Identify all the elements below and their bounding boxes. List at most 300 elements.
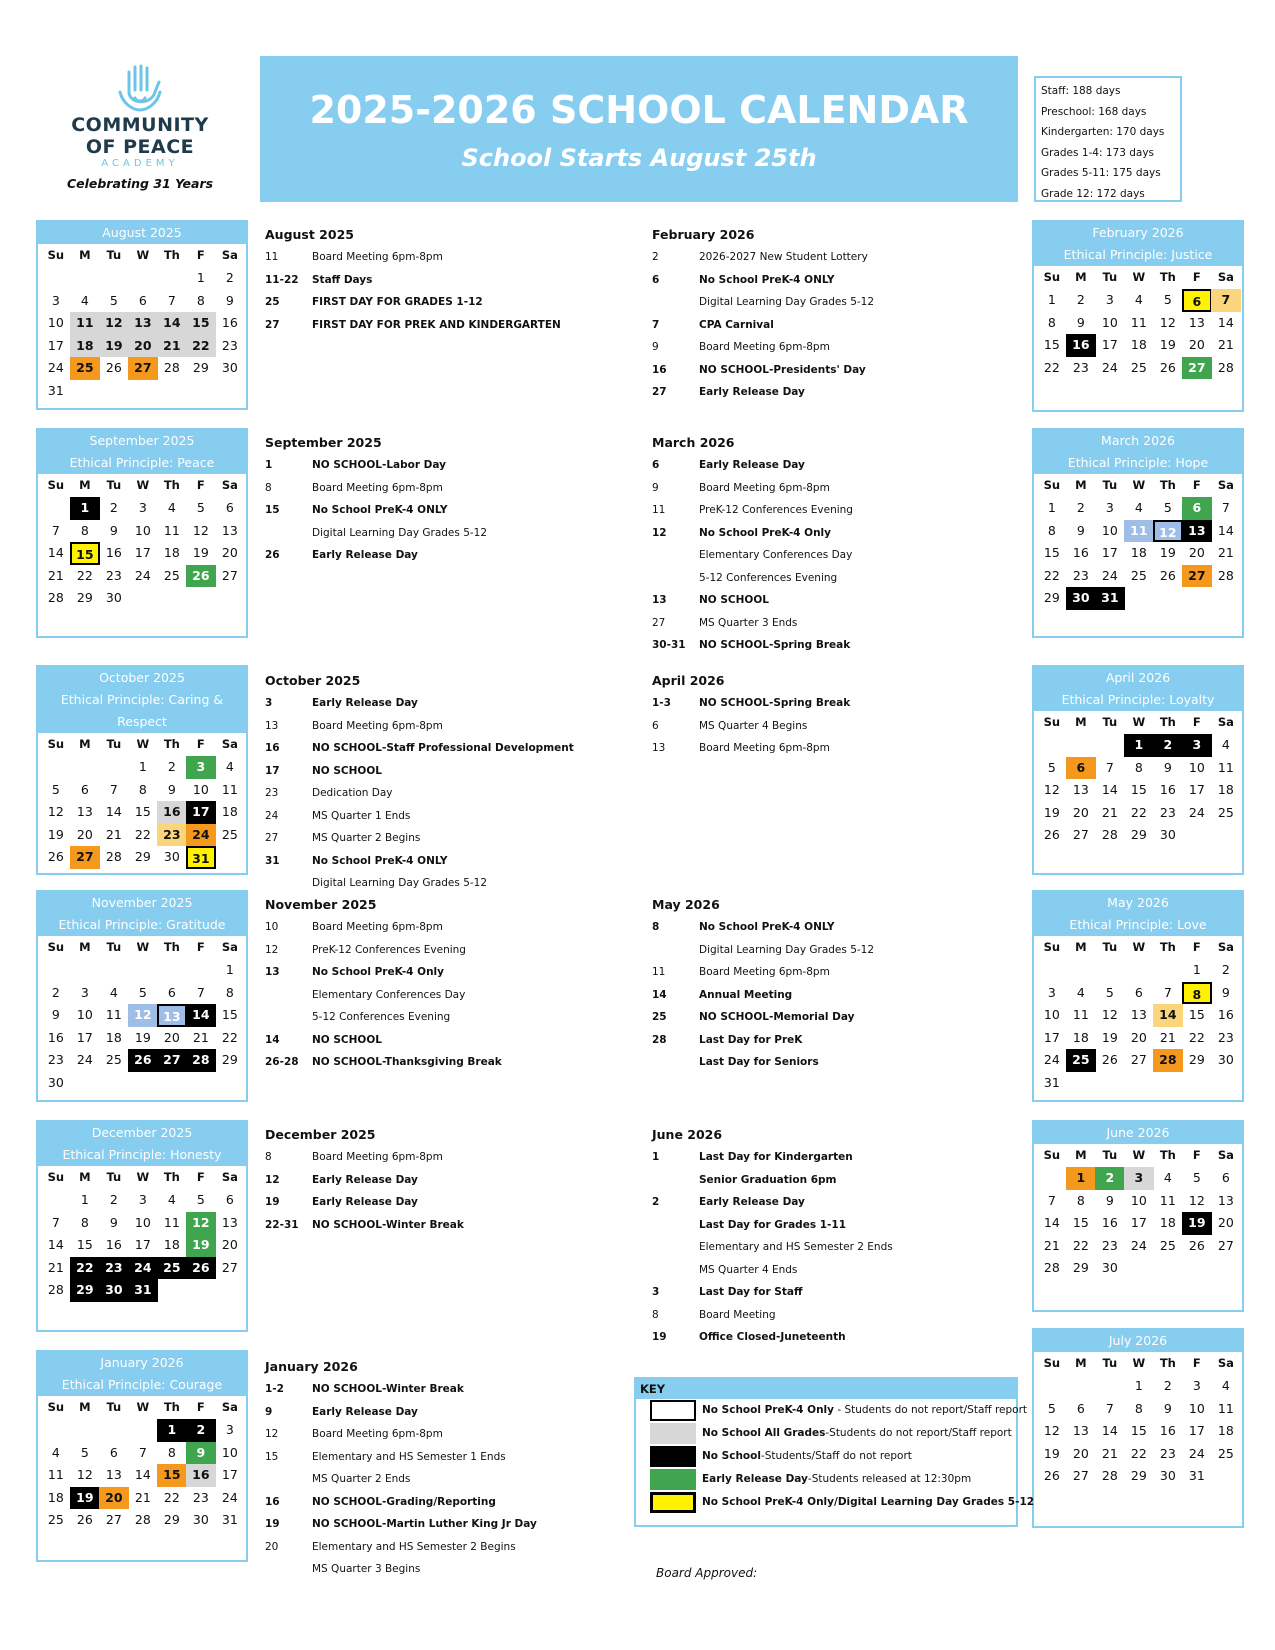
calendar-day[interactable]: 13 (221, 522, 238, 538)
calendar-day[interactable]: 19 (70, 1487, 100, 1510)
calendar-day[interactable]: 3 (80, 984, 89, 1000)
calendar-day[interactable]: 22 (1130, 804, 1147, 820)
calendar-day[interactable]: 23 (192, 1489, 209, 1505)
calendar-day[interactable]: 10 (1101, 314, 1118, 330)
calendar-day[interactable]: 18 (105, 1029, 122, 1045)
calendar-day[interactable]: 8 (1047, 522, 1056, 538)
calendar-day[interactable]: 26 (1101, 1052, 1118, 1067)
calendar-day[interactable]: 10 (134, 522, 151, 538)
calendar-day[interactable]: 12 (76, 1467, 93, 1482)
calendar-day[interactable]: 26 (76, 1512, 93, 1527)
calendar-day[interactable]: 14 (134, 1467, 151, 1482)
calendar-day[interactable]: 1 (225, 962, 234, 977)
calendar-day[interactable]: 3 (51, 292, 60, 308)
calendar-day[interactable]: 21 (134, 1489, 151, 1505)
calendar-day[interactable]: 2 (109, 500, 118, 515)
calendar-day[interactable]: 12 (186, 1212, 216, 1235)
calendar-day[interactable]: 21 (47, 1259, 64, 1275)
calendar-day[interactable]: 26 (105, 360, 122, 375)
calendar-day[interactable]: 11 (1217, 1400, 1234, 1416)
calendar-day[interactable]: 6 (80, 781, 89, 797)
calendar-day[interactable]: 16 (1159, 1423, 1176, 1438)
calendar-day[interactable]: 26 (128, 1049, 158, 1072)
calendar-day[interactable]: 14 (157, 312, 187, 335)
calendar-day[interactable]: 22 (221, 1029, 238, 1045)
calendar-day[interactable]: 16 (221, 315, 238, 330)
calendar-day[interactable]: 4 (167, 500, 176, 515)
calendar-day[interactable]: 8 (80, 1214, 89, 1230)
calendar-day[interactable]: 27 (1182, 565, 1212, 588)
calendar-day[interactable]: 4 (1134, 500, 1143, 515)
calendar-day[interactable]: 31 (47, 382, 64, 398)
calendar-day[interactable]: 18 (70, 335, 100, 358)
calendar-day[interactable]: 25 (221, 826, 238, 842)
calendar-day[interactable]: 18 (163, 545, 180, 560)
calendar-day[interactable]: 31 (1043, 1074, 1060, 1090)
calendar-day[interactable]: 21 (1101, 1445, 1118, 1461)
calendar-day[interactable]: 25 (70, 357, 100, 380)
calendar-day[interactable]: 29 (221, 1052, 238, 1067)
calendar-day[interactable]: 21 (1159, 1029, 1176, 1045)
calendar-day[interactable]: 15 (157, 1464, 187, 1487)
calendar-day[interactable]: 24 (47, 360, 64, 375)
calendar-day[interactable]: 22 (70, 1257, 100, 1280)
calendar-day[interactable]: 26 (1043, 827, 1060, 842)
calendar-day[interactable]: 3 (1124, 1167, 1154, 1190)
calendar-day[interactable]: 29 (70, 1279, 100, 1302)
calendar-day[interactable]: 12 (128, 1004, 158, 1027)
calendar-day[interactable]: 25 (1066, 1049, 1096, 1072)
calendar-day[interactable]: 19 (1159, 545, 1176, 560)
calendar-day[interactable]: 18 (1159, 1215, 1176, 1230)
calendar-day[interactable]: 30 (192, 1512, 209, 1527)
calendar-day[interactable]: 5 (196, 1192, 205, 1207)
calendar-day[interactable]: 23 (105, 567, 122, 583)
calendar-day[interactable]: 8 (1134, 759, 1143, 775)
calendar-day[interactable]: 30 (1217, 1052, 1234, 1067)
calendar-day[interactable]: 29 (134, 849, 151, 864)
calendar-day[interactable]: 3 (1182, 734, 1212, 757)
calendar-day[interactable]: 29 (76, 590, 93, 605)
calendar-day[interactable]: 4 (51, 1444, 60, 1460)
calendar-day[interactable]: 27 (157, 1049, 187, 1072)
calendar-day[interactable]: 31 (221, 1512, 238, 1527)
calendar-day[interactable]: 16 (157, 801, 187, 824)
calendar-day[interactable]: 9 (1221, 984, 1230, 1000)
calendar-day[interactable]: 20 (1188, 337, 1205, 352)
calendar-day[interactable]: 27 (128, 357, 158, 380)
calendar-day[interactable]: 5 (109, 292, 118, 308)
calendar-day[interactable]: 5 (196, 500, 205, 515)
calendar-day[interactable]: 23 (1159, 804, 1176, 820)
calendar-day[interactable]: 20 (163, 1029, 180, 1045)
calendar-day[interactable]: 26 (1159, 359, 1176, 375)
calendar-day[interactable]: 6 (225, 1192, 234, 1207)
calendar-day[interactable]: 15 (134, 804, 151, 819)
calendar-day[interactable]: 16 (1217, 1007, 1234, 1022)
calendar-day[interactable]: 2 (167, 759, 176, 774)
calendar-day[interactable]: 4 (1134, 292, 1143, 307)
calendar-day[interactable]: 6 (1076, 1400, 1085, 1416)
calendar-day[interactable]: 21 (47, 567, 64, 583)
calendar-day[interactable]: 12 (1043, 1423, 1060, 1438)
calendar-day[interactable]: 7 (51, 1214, 60, 1230)
calendar-day[interactable]: 5 (1105, 984, 1114, 1000)
calendar-day[interactable]: 10 (1101, 522, 1118, 538)
calendar-day[interactable]: 28 (134, 1512, 151, 1527)
calendar-day[interactable]: 23 (221, 337, 238, 353)
calendar-day[interactable]: 6 (225, 500, 234, 515)
calendar-day[interactable]: 15 (1130, 782, 1147, 797)
calendar-day[interactable]: 11 (1124, 520, 1154, 543)
calendar-day[interactable]: 8 (1076, 1192, 1085, 1208)
calendar-day[interactable]: 21 (1217, 337, 1234, 352)
calendar-day[interactable]: 6 (1066, 757, 1096, 780)
calendar-day[interactable]: 5 (51, 781, 60, 797)
calendar-day[interactable]: 18 (47, 1489, 64, 1505)
calendar-day[interactable]: 11 (47, 1467, 64, 1482)
calendar-day[interactable]: 2 (51, 984, 60, 1000)
calendar-day[interactable]: 24 (221, 1489, 238, 1505)
calendar-day[interactable]: 18 (1217, 1423, 1234, 1438)
calendar-day[interactable]: 9 (186, 1442, 216, 1465)
calendar-day[interactable]: 11 (1217, 759, 1234, 775)
calendar-day[interactable]: 30 (105, 590, 122, 605)
calendar-day[interactable]: 4 (80, 292, 89, 308)
calendar-day[interactable]: 11 (1130, 314, 1147, 330)
calendar-day[interactable]: 10 (1043, 1007, 1060, 1022)
calendar-day[interactable]: 19 (1182, 1212, 1212, 1235)
calendar-day[interactable]: 25 (105, 1052, 122, 1067)
calendar-day[interactable]: 3 (138, 1192, 147, 1207)
calendar-day[interactable]: 17 (221, 1467, 238, 1482)
calendar-day[interactable]: 3 (1105, 292, 1114, 307)
calendar-day[interactable]: 1 (196, 270, 205, 285)
calendar-day[interactable]: 30 (99, 1279, 129, 1302)
calendar-day[interactable]: 9 (109, 522, 118, 538)
calendar-day[interactable]: 19 (192, 545, 209, 560)
calendar-day[interactable]: 9 (1163, 1400, 1172, 1416)
calendar-day[interactable]: 25 (157, 1257, 187, 1280)
calendar-day[interactable]: 25 (1130, 567, 1147, 583)
calendar-day[interactable]: 10 (1188, 1400, 1205, 1416)
calendar-day[interactable]: 17 (1101, 545, 1118, 560)
calendar-day[interactable]: 16 (1101, 1215, 1118, 1230)
calendar-day[interactable]: 17 (76, 1029, 93, 1045)
calendar-day[interactable]: 13 (128, 312, 158, 335)
calendar-day[interactable]: 7 (167, 292, 176, 308)
calendar-day[interactable]: 27 (1072, 827, 1089, 842)
calendar-day[interactable]: 4 (167, 1192, 176, 1207)
calendar-day[interactable]: 13 (157, 1004, 187, 1027)
calendar-day[interactable]: 11 (163, 522, 180, 538)
calendar-day[interactable]: 13 (1072, 782, 1089, 797)
calendar-day[interactable]: 9 (109, 1214, 118, 1230)
calendar-day[interactable]: 13 (1182, 520, 1212, 543)
calendar-day[interactable]: 25 (47, 1512, 64, 1527)
calendar-day[interactable]: 9 (1105, 1192, 1114, 1208)
calendar-day[interactable]: 30 (163, 849, 180, 864)
calendar-day[interactable]: 27 (1217, 1237, 1234, 1253)
calendar-day[interactable]: 23 (1101, 1237, 1118, 1253)
calendar-day[interactable]: 22 (1043, 359, 1060, 375)
calendar-day[interactable]: 27 (105, 1512, 122, 1527)
calendar-day[interactable]: 23 (1072, 359, 1089, 375)
calendar-day[interactable]: 14 (1217, 522, 1234, 538)
calendar-day[interactable]: 19 (1159, 337, 1176, 352)
calendar-day[interactable]: 1 (70, 497, 100, 520)
calendar-day[interactable]: 7 (138, 1444, 147, 1460)
calendar-day[interactable]: 12 (1188, 1192, 1205, 1208)
calendar-day[interactable]: 20 (99, 1487, 129, 1510)
calendar-day[interactable]: 28 (163, 360, 180, 375)
calendar-day[interactable]: 13 (1130, 1007, 1147, 1022)
calendar-day[interactable]: 5 (1047, 1400, 1056, 1416)
calendar-day[interactable]: 13 (221, 1214, 238, 1230)
calendar-day[interactable]: 28 (1217, 359, 1234, 375)
calendar-day[interactable]: 3 (138, 500, 147, 515)
calendar-day[interactable]: 4 (1221, 1378, 1230, 1393)
calendar-day[interactable]: 24 (186, 824, 216, 847)
calendar-day[interactable]: 19 (1101, 1029, 1118, 1045)
calendar-day[interactable]: 31 (186, 846, 216, 869)
calendar-day[interactable]: 27 (221, 1259, 238, 1275)
calendar-day[interactable]: 5 (1163, 500, 1172, 515)
calendar-day[interactable]: 28 (1217, 567, 1234, 583)
calendar-day[interactable]: 4 (1163, 1170, 1172, 1185)
calendar-day[interactable]: 4 (109, 984, 118, 1000)
calendar-day[interactable]: 2 (1095, 1167, 1125, 1190)
calendar-day[interactable]: 7 (196, 984, 205, 1000)
calendar-day[interactable]: 6 (1134, 984, 1143, 1000)
calendar-day[interactable]: 7 (1047, 1192, 1056, 1208)
calendar-day[interactable]: 22 (163, 1489, 180, 1505)
calendar-day[interactable]: 8 (196, 292, 205, 308)
calendar-day[interactable]: 22 (76, 567, 93, 583)
calendar-day[interactable]: 22 (186, 335, 216, 358)
calendar-day[interactable]: 13 (1188, 314, 1205, 330)
calendar-day[interactable]: 27 (70, 846, 100, 869)
calendar-day[interactable]: 17 (1188, 782, 1205, 797)
calendar-day[interactable]: 2 (1076, 292, 1085, 307)
calendar-day[interactable]: 14 (186, 1004, 216, 1027)
calendar-day[interactable]: 12 (1043, 782, 1060, 797)
calendar-day[interactable]: 14 (1101, 782, 1118, 797)
calendar-day[interactable]: 23 (1217, 1029, 1234, 1045)
calendar-day[interactable]: 20 (221, 1237, 238, 1252)
calendar-day[interactable]: 15 (1072, 1215, 1089, 1230)
calendar-day[interactable]: 21 (1217, 545, 1234, 560)
calendar-day[interactable]: 1 (1047, 292, 1056, 307)
calendar-day[interactable]: 30 (1101, 1260, 1118, 1275)
calendar-day[interactable]: 24 (1130, 1237, 1147, 1253)
calendar-day[interactable]: 16 (105, 1237, 122, 1252)
calendar-day[interactable]: 23 (1159, 1445, 1176, 1461)
calendar-day[interactable]: 5 (1163, 292, 1172, 307)
calendar-day[interactable]: 10 (47, 315, 64, 330)
calendar-day[interactable]: 8 (167, 1444, 176, 1460)
calendar-day[interactable]: 30 (1159, 1468, 1176, 1483)
calendar-day[interactable]: 15 (76, 1237, 93, 1252)
calendar-day[interactable]: 7 (51, 522, 60, 538)
calendar-day[interactable]: 28 (1043, 1260, 1060, 1275)
calendar-day[interactable]: 11 (1159, 1192, 1176, 1208)
calendar-day[interactable]: 16 (1159, 782, 1176, 797)
calendar-day[interactable]: 30 (1159, 827, 1176, 842)
calendar-day[interactable]: 25 (163, 567, 180, 583)
calendar-day[interactable]: 26 (186, 1257, 216, 1280)
calendar-day[interactable]: 17 (1101, 337, 1118, 352)
calendar-day[interactable]: 14 (1217, 314, 1234, 330)
calendar-day[interactable]: 20 (1130, 1029, 1147, 1045)
calendar-day[interactable]: 9 (167, 781, 176, 797)
calendar-day[interactable]: 30 (47, 1074, 64, 1090)
calendar-day[interactable]: 15 (70, 542, 100, 565)
calendar-day[interactable]: 1 (157, 1419, 187, 1442)
calendar-day[interactable]: 2 (1221, 962, 1230, 977)
calendar-day[interactable]: 12 (1101, 1007, 1118, 1022)
calendar-day[interactable]: 16 (1066, 334, 1096, 357)
calendar-day[interactable]: 2 (186, 1419, 216, 1442)
calendar-day[interactable]: 28 (105, 849, 122, 864)
calendar-day[interactable]: 2 (109, 1192, 118, 1207)
calendar-day[interactable]: 28 (1101, 827, 1118, 842)
calendar-day[interactable]: 1 (1134, 1378, 1143, 1393)
calendar-day[interactable]: 24 (76, 1052, 93, 1067)
calendar-day[interactable]: 14 (47, 1237, 64, 1252)
calendar-day[interactable]: 23 (47, 1052, 64, 1067)
calendar-day[interactable]: 20 (1072, 1445, 1089, 1461)
calendar-day[interactable]: 15 (1043, 337, 1060, 352)
calendar-day[interactable]: 15 (1043, 545, 1060, 560)
calendar-day[interactable]: 23 (99, 1257, 129, 1280)
calendar-day[interactable]: 19 (134, 1029, 151, 1045)
calendar-day[interactable]: 22 (1072, 1237, 1089, 1253)
calendar-day[interactable]: 15 (221, 1007, 238, 1022)
calendar-day[interactable]: 25 (1217, 1445, 1234, 1461)
calendar-day[interactable]: 29 (163, 1512, 180, 1527)
calendar-day[interactable]: 24 (1188, 804, 1205, 820)
calendar-day[interactable]: 31 (128, 1279, 158, 1302)
calendar-day[interactable]: 12 (99, 312, 129, 335)
calendar-day[interactable]: 2 (1163, 1378, 1172, 1393)
calendar-day[interactable]: 21 (1043, 1237, 1060, 1253)
calendar-day[interactable]: 3 (1047, 984, 1056, 1000)
calendar-day[interactable]: 8 (80, 522, 89, 538)
calendar-day[interactable]: 22 (1043, 567, 1060, 583)
calendar-day[interactable]: 31 (1095, 587, 1125, 610)
calendar-day[interactable]: 5 (80, 1444, 89, 1460)
calendar-day[interactable]: 20 (221, 545, 238, 560)
calendar-day[interactable]: 7 (109, 781, 118, 797)
calendar-day[interactable]: 29 (1188, 1052, 1205, 1067)
calendar-day[interactable]: 1 (1124, 734, 1154, 757)
calendar-day[interactable]: 8 (225, 984, 234, 1000)
calendar-day[interactable]: 28 (47, 590, 64, 605)
calendar-day[interactable]: 25 (1130, 359, 1147, 375)
calendar-day[interactable]: 23 (1072, 567, 1089, 583)
calendar-day[interactable]: 3 (186, 756, 216, 779)
calendar-day[interactable]: 20 (1217, 1215, 1234, 1230)
calendar-day[interactable]: 11 (163, 1214, 180, 1230)
calendar-day[interactable]: 16 (186, 1464, 216, 1487)
calendar-day[interactable]: 8 (138, 781, 147, 797)
calendar-day[interactable]: 25 (1159, 1237, 1176, 1253)
calendar-day[interactable]: 14 (1043, 1215, 1060, 1230)
calendar-day[interactable]: 29 (1072, 1260, 1089, 1275)
calendar-day[interactable]: 10 (221, 1444, 238, 1460)
calendar-day[interactable]: 17 (186, 801, 216, 824)
calendar-day[interactable]: 16 (47, 1029, 64, 1045)
calendar-day[interactable]: 22 (1130, 1445, 1147, 1461)
calendar-day[interactable]: 9 (1076, 522, 1085, 538)
calendar-day[interactable]: 10 (134, 1214, 151, 1230)
calendar-day[interactable]: 5 (1192, 1170, 1201, 1185)
calendar-day[interactable]: 6 (1182, 289, 1212, 312)
calendar-day[interactable]: 22 (134, 826, 151, 842)
calendar-day[interactable]: 21 (1101, 804, 1118, 820)
calendar-day[interactable]: 19 (1043, 804, 1060, 820)
calendar-day[interactable]: 16 (105, 545, 122, 560)
calendar-day[interactable]: 12 (192, 522, 209, 538)
calendar-day[interactable]: 8 (1182, 982, 1212, 1005)
calendar-day[interactable]: 26 (47, 849, 64, 864)
calendar-day[interactable]: 21 (192, 1029, 209, 1045)
calendar-day[interactable]: 17 (47, 337, 64, 353)
calendar-day[interactable]: 7 (1105, 1400, 1114, 1416)
calendar-day[interactable]: 15 (1188, 1007, 1205, 1022)
calendar-day[interactable]: 1 (1066, 1167, 1096, 1190)
calendar-day[interactable]: 20 (76, 826, 93, 842)
calendar-day[interactable]: 27 (221, 567, 238, 583)
calendar-day[interactable]: 7 (1163, 984, 1172, 1000)
calendar-day[interactable]: 9 (1163, 759, 1172, 775)
calendar-day[interactable]: 5 (138, 984, 147, 1000)
calendar-day[interactable]: 28 (1153, 1049, 1183, 1072)
calendar-day[interactable]: 24 (134, 567, 151, 583)
calendar-day[interactable]: 7 (1221, 500, 1230, 515)
calendar-day[interactable]: 25 (1217, 804, 1234, 820)
calendar-day[interactable]: 17 (1188, 1423, 1205, 1438)
calendar-day[interactable]: 14 (105, 804, 122, 819)
calendar-day[interactable]: 4 (1076, 984, 1085, 1000)
calendar-day[interactable]: 10 (76, 1007, 93, 1022)
calendar-day[interactable]: 24 (1188, 1445, 1205, 1461)
calendar-day[interactable]: 29 (1043, 590, 1060, 605)
calendar-day[interactable]: 13 (76, 804, 93, 819)
calendar-day[interactable]: 22 (1188, 1029, 1205, 1045)
calendar-day[interactable]: 17 (134, 545, 151, 560)
calendar-day[interactable]: 20 (128, 335, 158, 358)
calendar-day[interactable]: 28 (47, 1282, 64, 1297)
calendar-day[interactable]: 30 (1066, 587, 1096, 610)
calendar-day[interactable]: 3 (225, 1422, 234, 1437)
calendar-day[interactable]: 11 (221, 781, 238, 797)
calendar-day[interactable]: 14 (1153, 1004, 1183, 1027)
calendar-day[interactable]: 26 (1159, 567, 1176, 583)
calendar-day[interactable]: 2 (225, 270, 234, 285)
calendar-day[interactable]: 20 (1072, 804, 1089, 820)
calendar-day[interactable]: 12 (1159, 314, 1176, 330)
calendar-day[interactable]: 19 (1043, 1445, 1060, 1461)
calendar-day[interactable]: 2 (1153, 734, 1183, 757)
calendar-day[interactable]: 29 (1130, 827, 1147, 842)
calendar-day[interactable]: 8 (1047, 314, 1056, 330)
calendar-day[interactable]: 30 (221, 360, 238, 375)
calendar-day[interactable]: 6 (138, 292, 147, 308)
calendar-day[interactable]: 26 (1188, 1237, 1205, 1253)
calendar-day[interactable]: 11 (105, 1007, 122, 1022)
